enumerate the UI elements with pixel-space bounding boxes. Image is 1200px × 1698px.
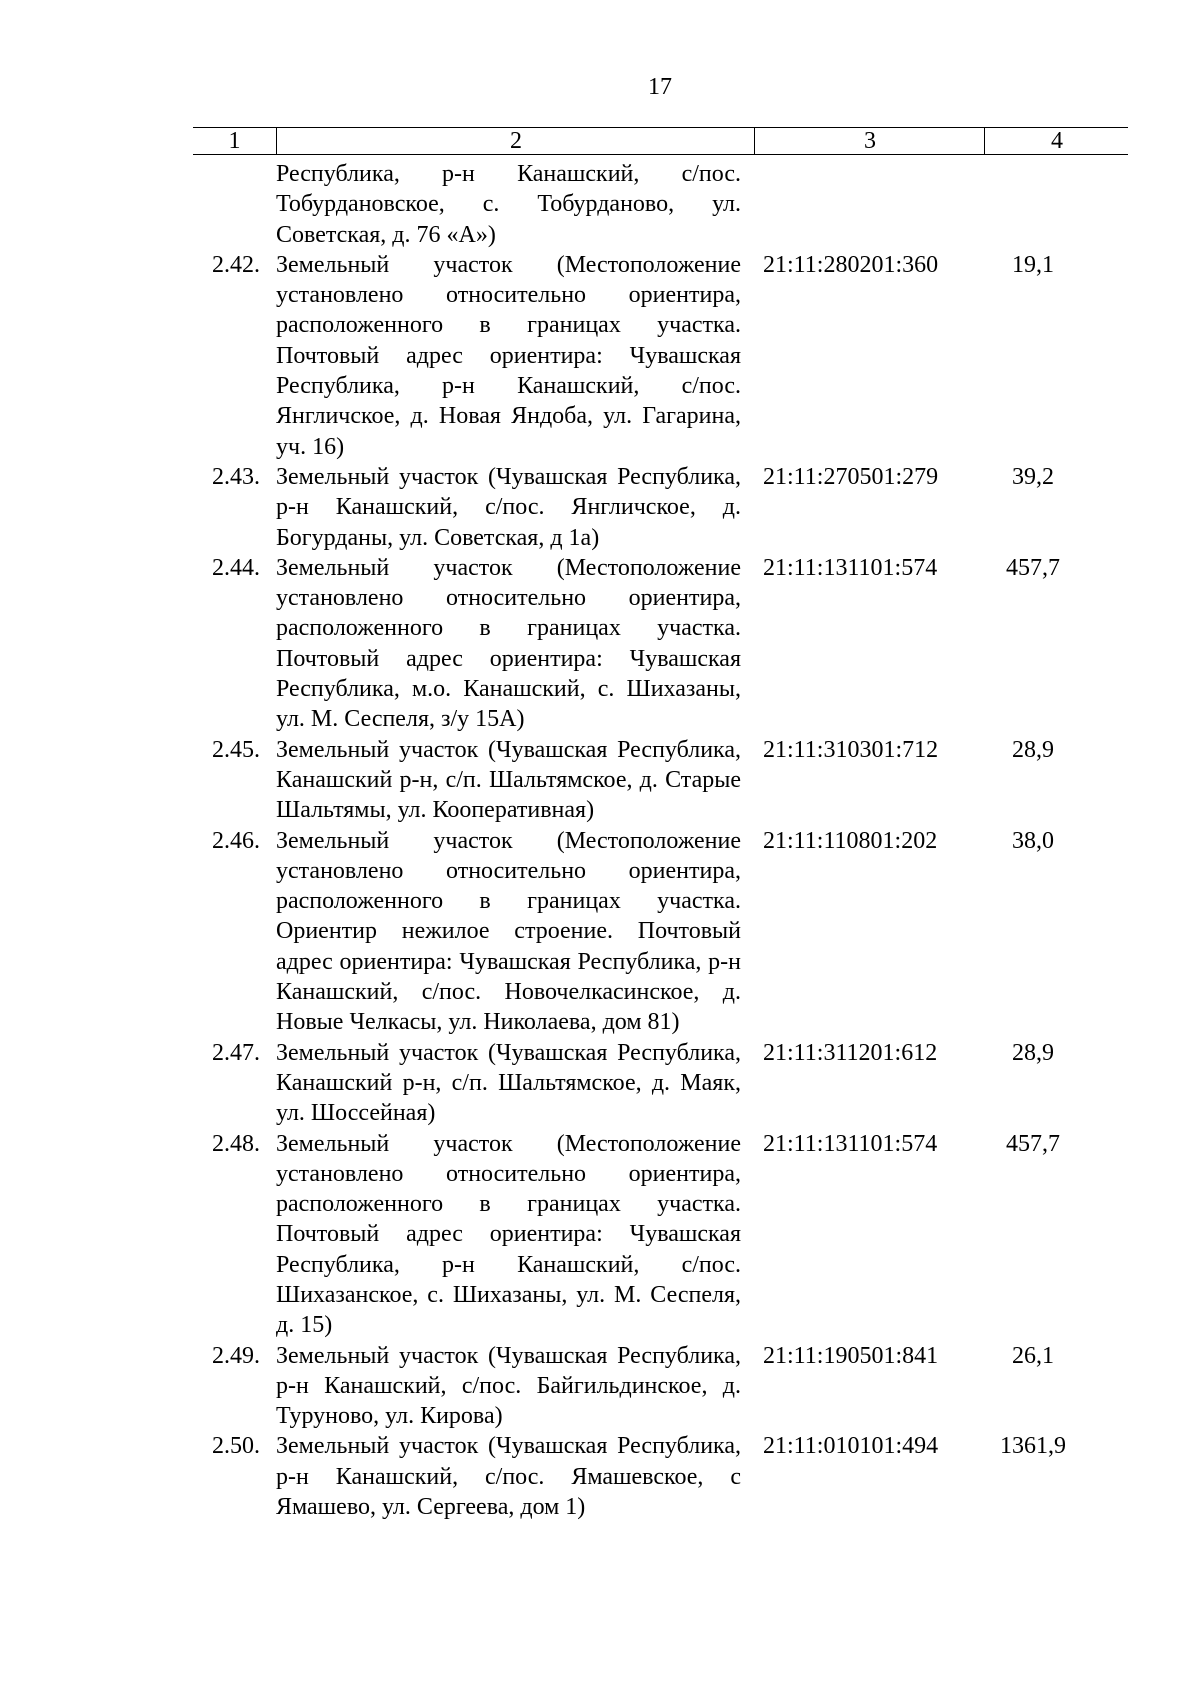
- table-row: [193, 1129, 1128, 1341]
- row-description: Земельный участок (Чувашская Республика, Канашский р-н, с/п. Шальтямское, д. Старые Шальтямы, ул. Кооперативная): [276, 736, 741, 824]
- table-body: [193, 159, 1128, 1522]
- table-row: [193, 462, 1128, 553]
- row-area: [978, 159, 1088, 250]
- row-area: 1361,9: [1000, 1433, 1066, 1460]
- table-row: [193, 826, 1128, 1038]
- row-cadastral-number: 21:11:311201:612: [763, 1039, 938, 1066]
- row-cadastral-number: [741, 159, 978, 250]
- row-number: 2.47.: [212, 1039, 260, 1066]
- row-area: 26,1: [1012, 1342, 1054, 1369]
- row-cadastral-number: 21:11:131101:574: [763, 554, 938, 581]
- row-number: 2.48.: [212, 1130, 260, 1157]
- row-description: Земельный участок (Местоположение установлено относительно ориентира, расположенного в границах участка. Почтовый адрес ориентира: Чувашская Республика, р-н Канашский, с/пос. Шихазанское, с. Шихазаны, ул. М. Сеспеля, д. 15): [276, 1130, 741, 1339]
- row-area: 457,7: [1006, 554, 1060, 581]
- header-col-1: 1: [228, 128, 241, 154]
- row-cadastral-number: 21:11:270501:279: [763, 463, 939, 490]
- row-number: [193, 159, 276, 250]
- table-row: [193, 250, 1128, 462]
- table-row: [193, 1038, 1128, 1129]
- table-header: [193, 127, 1128, 155]
- row-number: 2.43.: [212, 463, 260, 490]
- row-area: 457,7: [1006, 1130, 1060, 1157]
- table-row: [193, 735, 1128, 826]
- header-col-3: 3: [754, 128, 985, 154]
- header-col-2: 2: [276, 128, 755, 154]
- row-cadastral-number: 21:11:190501:841: [763, 1342, 939, 1369]
- row-description: Республика, р-н Канашский, с/пос. Тобурдановское, с. Тобурданово, ул. Советская, д. 76 «А»): [276, 161, 741, 248]
- table-row: [193, 1341, 1128, 1432]
- row-cadastral-number: 21:11:280201:360: [763, 251, 939, 278]
- row-area: 38,0: [1012, 827, 1054, 854]
- row-cadastral-number: 21:11:131101:574: [763, 1130, 938, 1157]
- row-area: 19,1: [1012, 251, 1054, 278]
- table-row: [193, 159, 1128, 250]
- page-number: 17: [648, 74, 672, 100]
- table-row: [193, 553, 1128, 735]
- table-row: [193, 1431, 1128, 1522]
- header-col-4: 4: [984, 128, 1129, 154]
- row-area: 39,2: [1012, 463, 1054, 490]
- row-number: 2.45.: [212, 736, 260, 763]
- row-area: 28,9: [1012, 736, 1054, 763]
- row-number: 2.44.: [212, 554, 260, 581]
- row-number: 2.46.: [212, 827, 260, 854]
- row-description: Земельный участок (Чувашская Республика, р-н Канашский, с/пос. Янгличское, д. Богурданы, ул. Советская, д 1а): [276, 463, 741, 551]
- row-description: Земельный участок (Чувашская Республика, р-н Канашский, с/пос. Байгильдинское, д. Туруново, ул. Кирова): [276, 1342, 741, 1430]
- row-area: 28,9: [1012, 1039, 1054, 1066]
- row-cadastral-number: 21:11:310301:712: [763, 736, 939, 763]
- row-cadastral-number: 21:11:010101:494: [763, 1433, 939, 1460]
- row-description: Земельный участок (Местоположение установлено относительно ориентира, расположенного в границах участка. Почтовый адрес ориентира: Чувашская Республика, р-н Канашский, с/пос. Янгличское, д. Новая Яндоба, ул. Гагарина, уч. 16): [276, 251, 741, 460]
- row-description: Земельный участок (Чувашская Республика, Канашский р-н, с/п. Шальтямское, д. Маяк, ул. Шоссейная): [276, 1039, 741, 1127]
- row-number: 2.49.: [212, 1342, 260, 1369]
- row-number: 2.50.: [212, 1433, 260, 1460]
- row-description: Земельный участок (Местоположение установлено относительно ориентира, расположенного в границах участка. Ориентир нежилое строение. Почтовый адрес ориентира: Чувашская Республика, р-н Канашский, с/пос. Новочелкасинское, д. Новые Челкасы, ул. Николаева, дом 81): [276, 827, 741, 1036]
- row-description: Земельный участок (Местоположение установлено относительно ориентира, расположенного в границах участка. Почтовый адрес ориентира: Чувашская Республика, м.о. Канашский, с. Шихазаны, ул. М. Сеспеля, з/у 15А): [276, 554, 741, 733]
- row-description: Земельный участок (Чувашская Республика, р-н Канашский, с/пос. Ямашевское, с Ямашево, ул. Сергеева, дом 1): [276, 1433, 741, 1521]
- row-cadastral-number: 21:11:110801:202: [763, 827, 938, 854]
- row-number: 2.42.: [212, 251, 260, 278]
